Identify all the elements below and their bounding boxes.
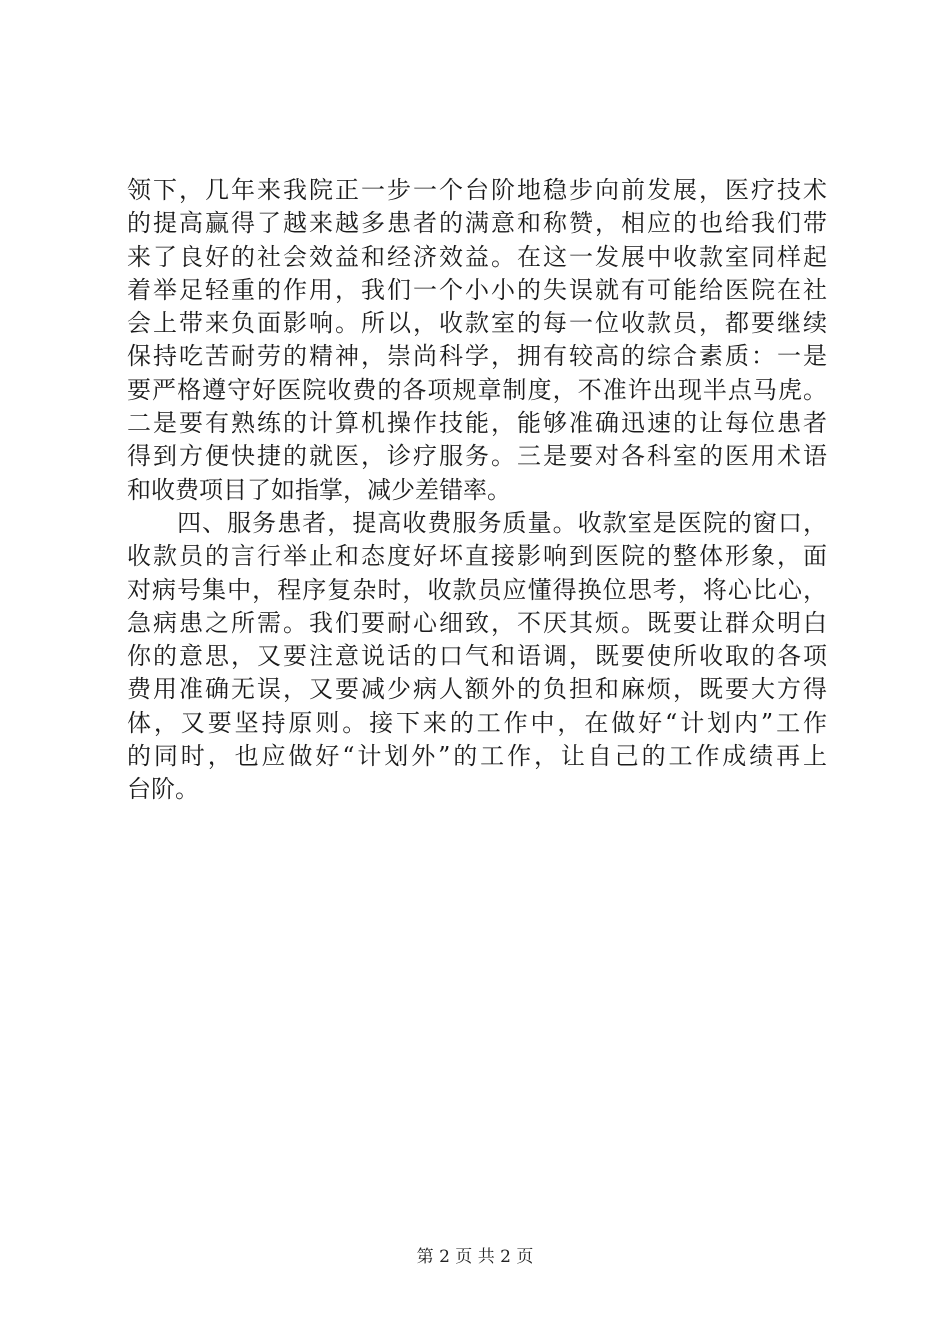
text-line: 你的意思，又要注意说话的口气和语调，既要使所收取的各项	[127, 642, 827, 671]
text-line: 的同时，也应做好“计划外”的工作，让自己的工作成绩再上	[127, 742, 827, 771]
text-line: 收款员的言行举止和态度好坏直接影响到医院的整体形象，面	[127, 542, 827, 571]
text-line: 和收费项目了如指掌，减少差错率。	[127, 475, 511, 504]
page-footer: 第 2 页 共 2 页	[416, 1247, 534, 1267]
text-line: 要严格遵守好医院收费的各项规章制度，不准许出现半点马虎。	[127, 375, 827, 404]
text-line: 领下，几年来我院正一步一个台阶地稳步向前发展，医疗技术	[127, 176, 827, 204]
text-line: 急病患之所需。我们要耐心细致，不厌其烦。既要让群众明白	[127, 608, 827, 637]
body-text	[127, 174, 827, 807]
text-line: 的提高赢得了越来越多患者的满意和称赞，相应的也给我们带	[127, 209, 827, 238]
text-line: 来了良好的社会效益和经济效益。在这一发展中收款室同样起	[127, 242, 827, 271]
text-line: 体，又要坚持原则。接下来的工作中，在做好“计划内”工作	[127, 708, 827, 737]
text-line: 对病号集中，程序复杂时，收款员应懂得换位思考，将心比心，	[127, 575, 827, 604]
text-line: 四、服务患者，提高收费服务质量。收款室是医院的窗口，	[127, 508, 827, 537]
text-line: 着举足轻重的作用，我们一个小小的失误就有可能给医院在社	[127, 275, 827, 304]
text-line: 得到方便快捷的就医，诊疗服务。三是要对各科室的医用术语	[127, 442, 827, 471]
text-line: 二是要有熟练的计算机操作技能，能够准确迅速的让每位患者	[127, 409, 827, 438]
text-line: 保持吃苦耐劳的精神，崇尚科学，拥有较高的综合素质：一是	[127, 342, 827, 371]
text-line: 会上带来负面影响。所以，收款室的每一位收款员，都要继续	[127, 309, 827, 338]
text-line: 台阶。	[127, 775, 199, 804]
text-line: 费用准确无误，又要减少病人额外的负担和麻烦，既要大方得	[127, 675, 827, 704]
